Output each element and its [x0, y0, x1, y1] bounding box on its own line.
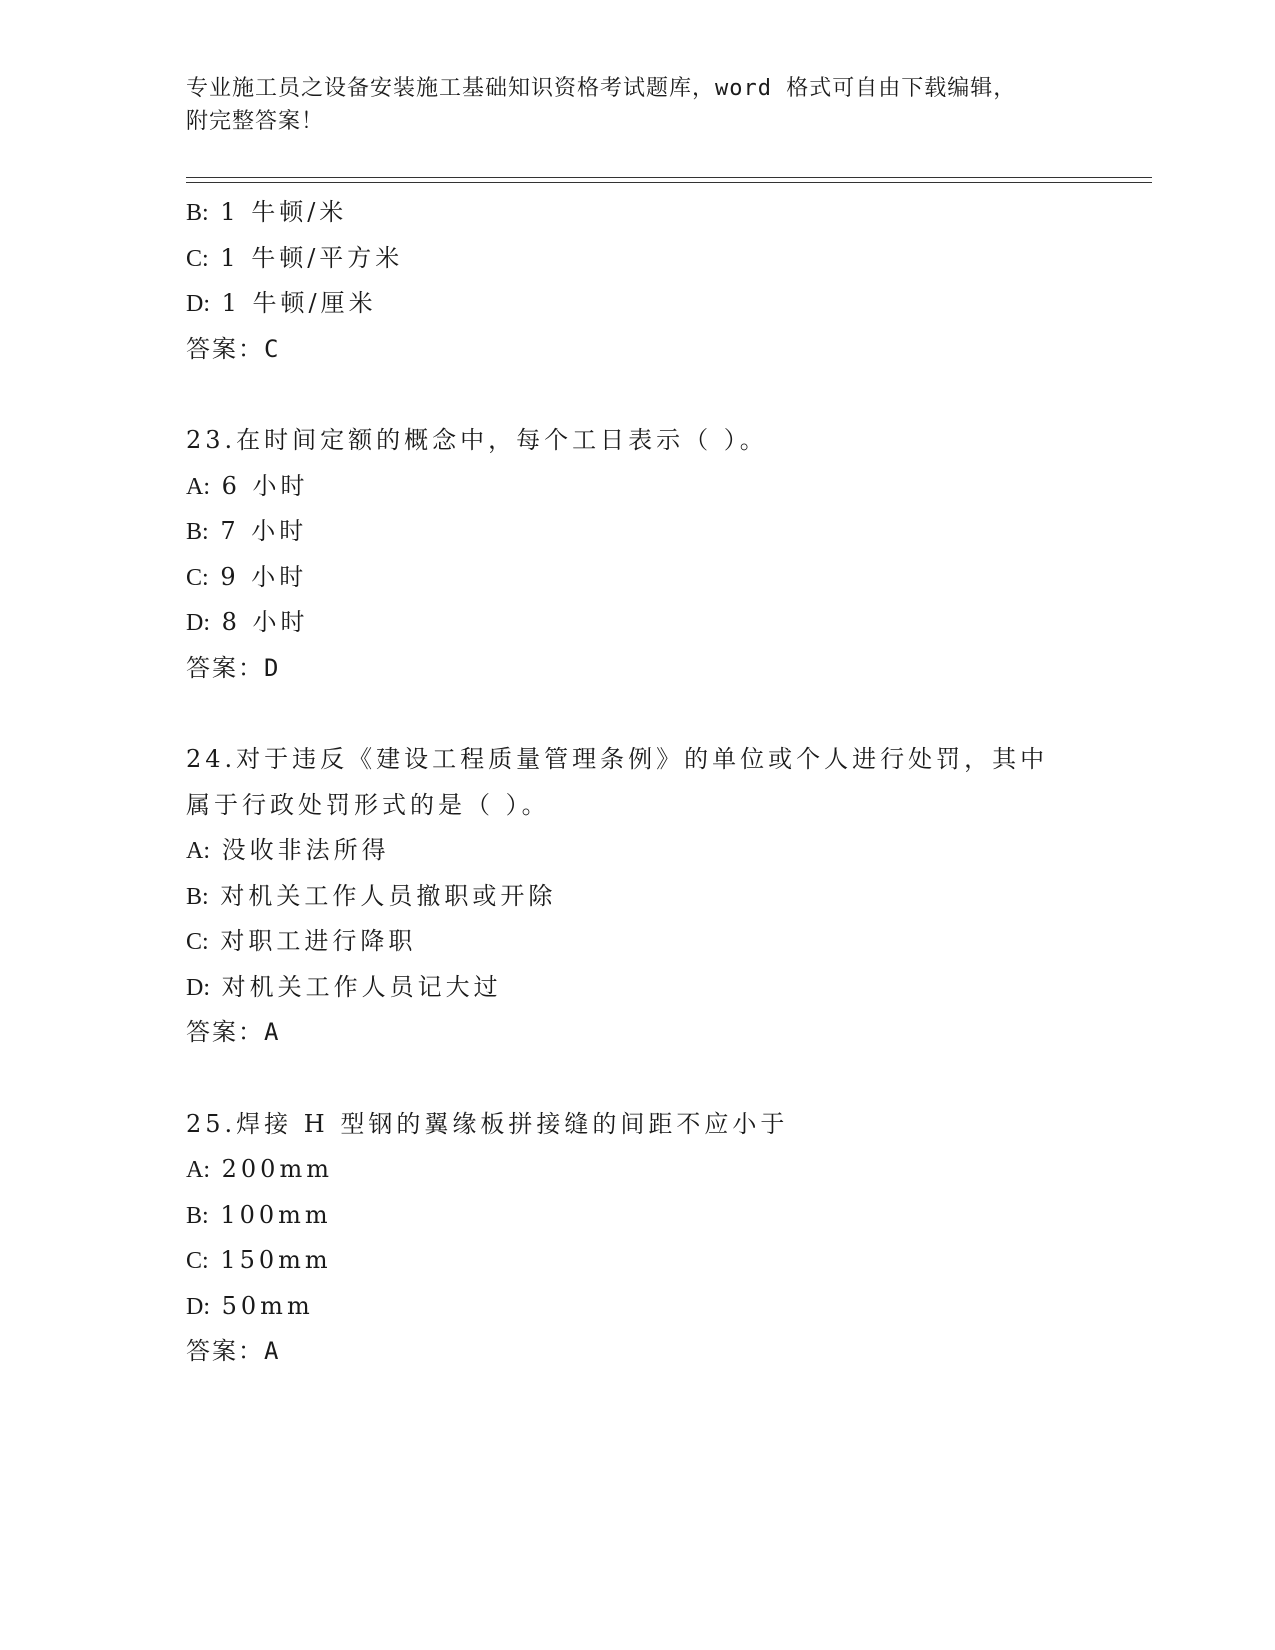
answer-value: D — [264, 653, 281, 682]
option-text: 100mm — [220, 1200, 332, 1229]
option-c — [186, 919, 1152, 965]
option-key: A: — [186, 1157, 210, 1183]
spacer — [186, 372, 1152, 418]
spacer — [186, 1056, 1152, 1102]
option-text: 对职工进行降职 — [220, 927, 417, 955]
option-c — [186, 555, 1152, 601]
option-c — [186, 236, 1152, 282]
option-d — [186, 965, 1152, 1011]
option-key: C: — [186, 929, 209, 955]
option-key: B: — [186, 883, 209, 910]
question-stem: 25.焊接 H 型钢的翼缘板拼接缝的间距不应小于 — [186, 1109, 789, 1138]
option-key: B: — [186, 519, 209, 545]
option-text: 150mm — [220, 1246, 332, 1274]
option-d — [186, 600, 1152, 646]
option-key: D: — [186, 291, 210, 317]
answer-value: C — [264, 334, 281, 363]
option-b — [186, 874, 1152, 920]
question-24 — [186, 737, 1152, 1056]
option-text: 没收非法所得 — [221, 836, 390, 864]
answer — [186, 1010, 1152, 1056]
answer — [186, 646, 1152, 692]
option-text: 对机关工作人员记大过 — [221, 972, 502, 1001]
document-header — [186, 72, 1086, 138]
option-key: C: — [186, 245, 209, 272]
question-stem-line-1: 24.对于违反《建设工程质量管理条例》的单位或个人进行处罚，其中 — [186, 745, 1049, 773]
answer — [186, 327, 1152, 373]
option-text: 1 牛顿/平方米 — [220, 243, 404, 272]
answer-value: A — [264, 1018, 281, 1046]
option-a — [186, 464, 1152, 510]
option-key: C: — [186, 564, 209, 591]
spacer — [186, 691, 1152, 737]
option-text: 1 牛顿/厘米 — [221, 289, 377, 317]
option-d — [186, 1284, 1152, 1330]
option-key: A: — [186, 473, 210, 500]
question-stem: 23.在时间定额的概念中，每个工日表示（ ）。 — [186, 426, 768, 454]
question-stem-line-2: 属于行政处罚形式的是（ ）。 — [186, 790, 550, 819]
option-text: 6 小时 — [221, 471, 309, 500]
answer-label: 答案： — [186, 1018, 264, 1046]
option-text: 200mm — [221, 1155, 333, 1183]
answer-label: 答案： — [186, 334, 264, 363]
question-list — [186, 190, 1152, 1375]
question-25 — [186, 1102, 1152, 1375]
option-text: 7 小时 — [220, 517, 308, 545]
header-line-1: 专业施工员之设备安装施工基础知识资格考试题库，word 格式可自由下载编辑， — [186, 76, 1017, 101]
option-a — [186, 828, 1152, 874]
option-d — [186, 281, 1152, 327]
option-key: D: — [186, 974, 210, 1001]
option-key: B: — [186, 200, 209, 226]
header-line-2: 附完整答案！ — [186, 109, 325, 134]
option-b — [186, 1193, 1152, 1239]
option-b — [186, 509, 1152, 555]
header-divider — [186, 177, 1152, 183]
question-22-partial — [186, 190, 1152, 372]
option-key: A: — [186, 838, 210, 864]
option-text: 9 小时 — [220, 562, 308, 591]
option-text: 对机关工作人员撤职或开除 — [220, 881, 557, 910]
option-key: D: — [186, 1293, 210, 1320]
answer-label: 答案： — [186, 653, 264, 682]
option-text: 8 小时 — [221, 608, 309, 636]
answer-value: A — [264, 1337, 281, 1365]
option-key: C: — [186, 1248, 209, 1274]
option-c — [186, 1238, 1152, 1284]
option-key: B: — [186, 1202, 209, 1229]
answer-label: 答案： — [186, 1337, 264, 1365]
option-a — [186, 1147, 1152, 1193]
option-b — [186, 190, 1152, 236]
option-text: 50mm — [221, 1291, 314, 1320]
option-text: 1 牛顿/米 — [220, 198, 348, 226]
answer — [186, 1329, 1152, 1375]
option-key: D: — [186, 610, 210, 636]
question-23 — [186, 418, 1152, 691]
